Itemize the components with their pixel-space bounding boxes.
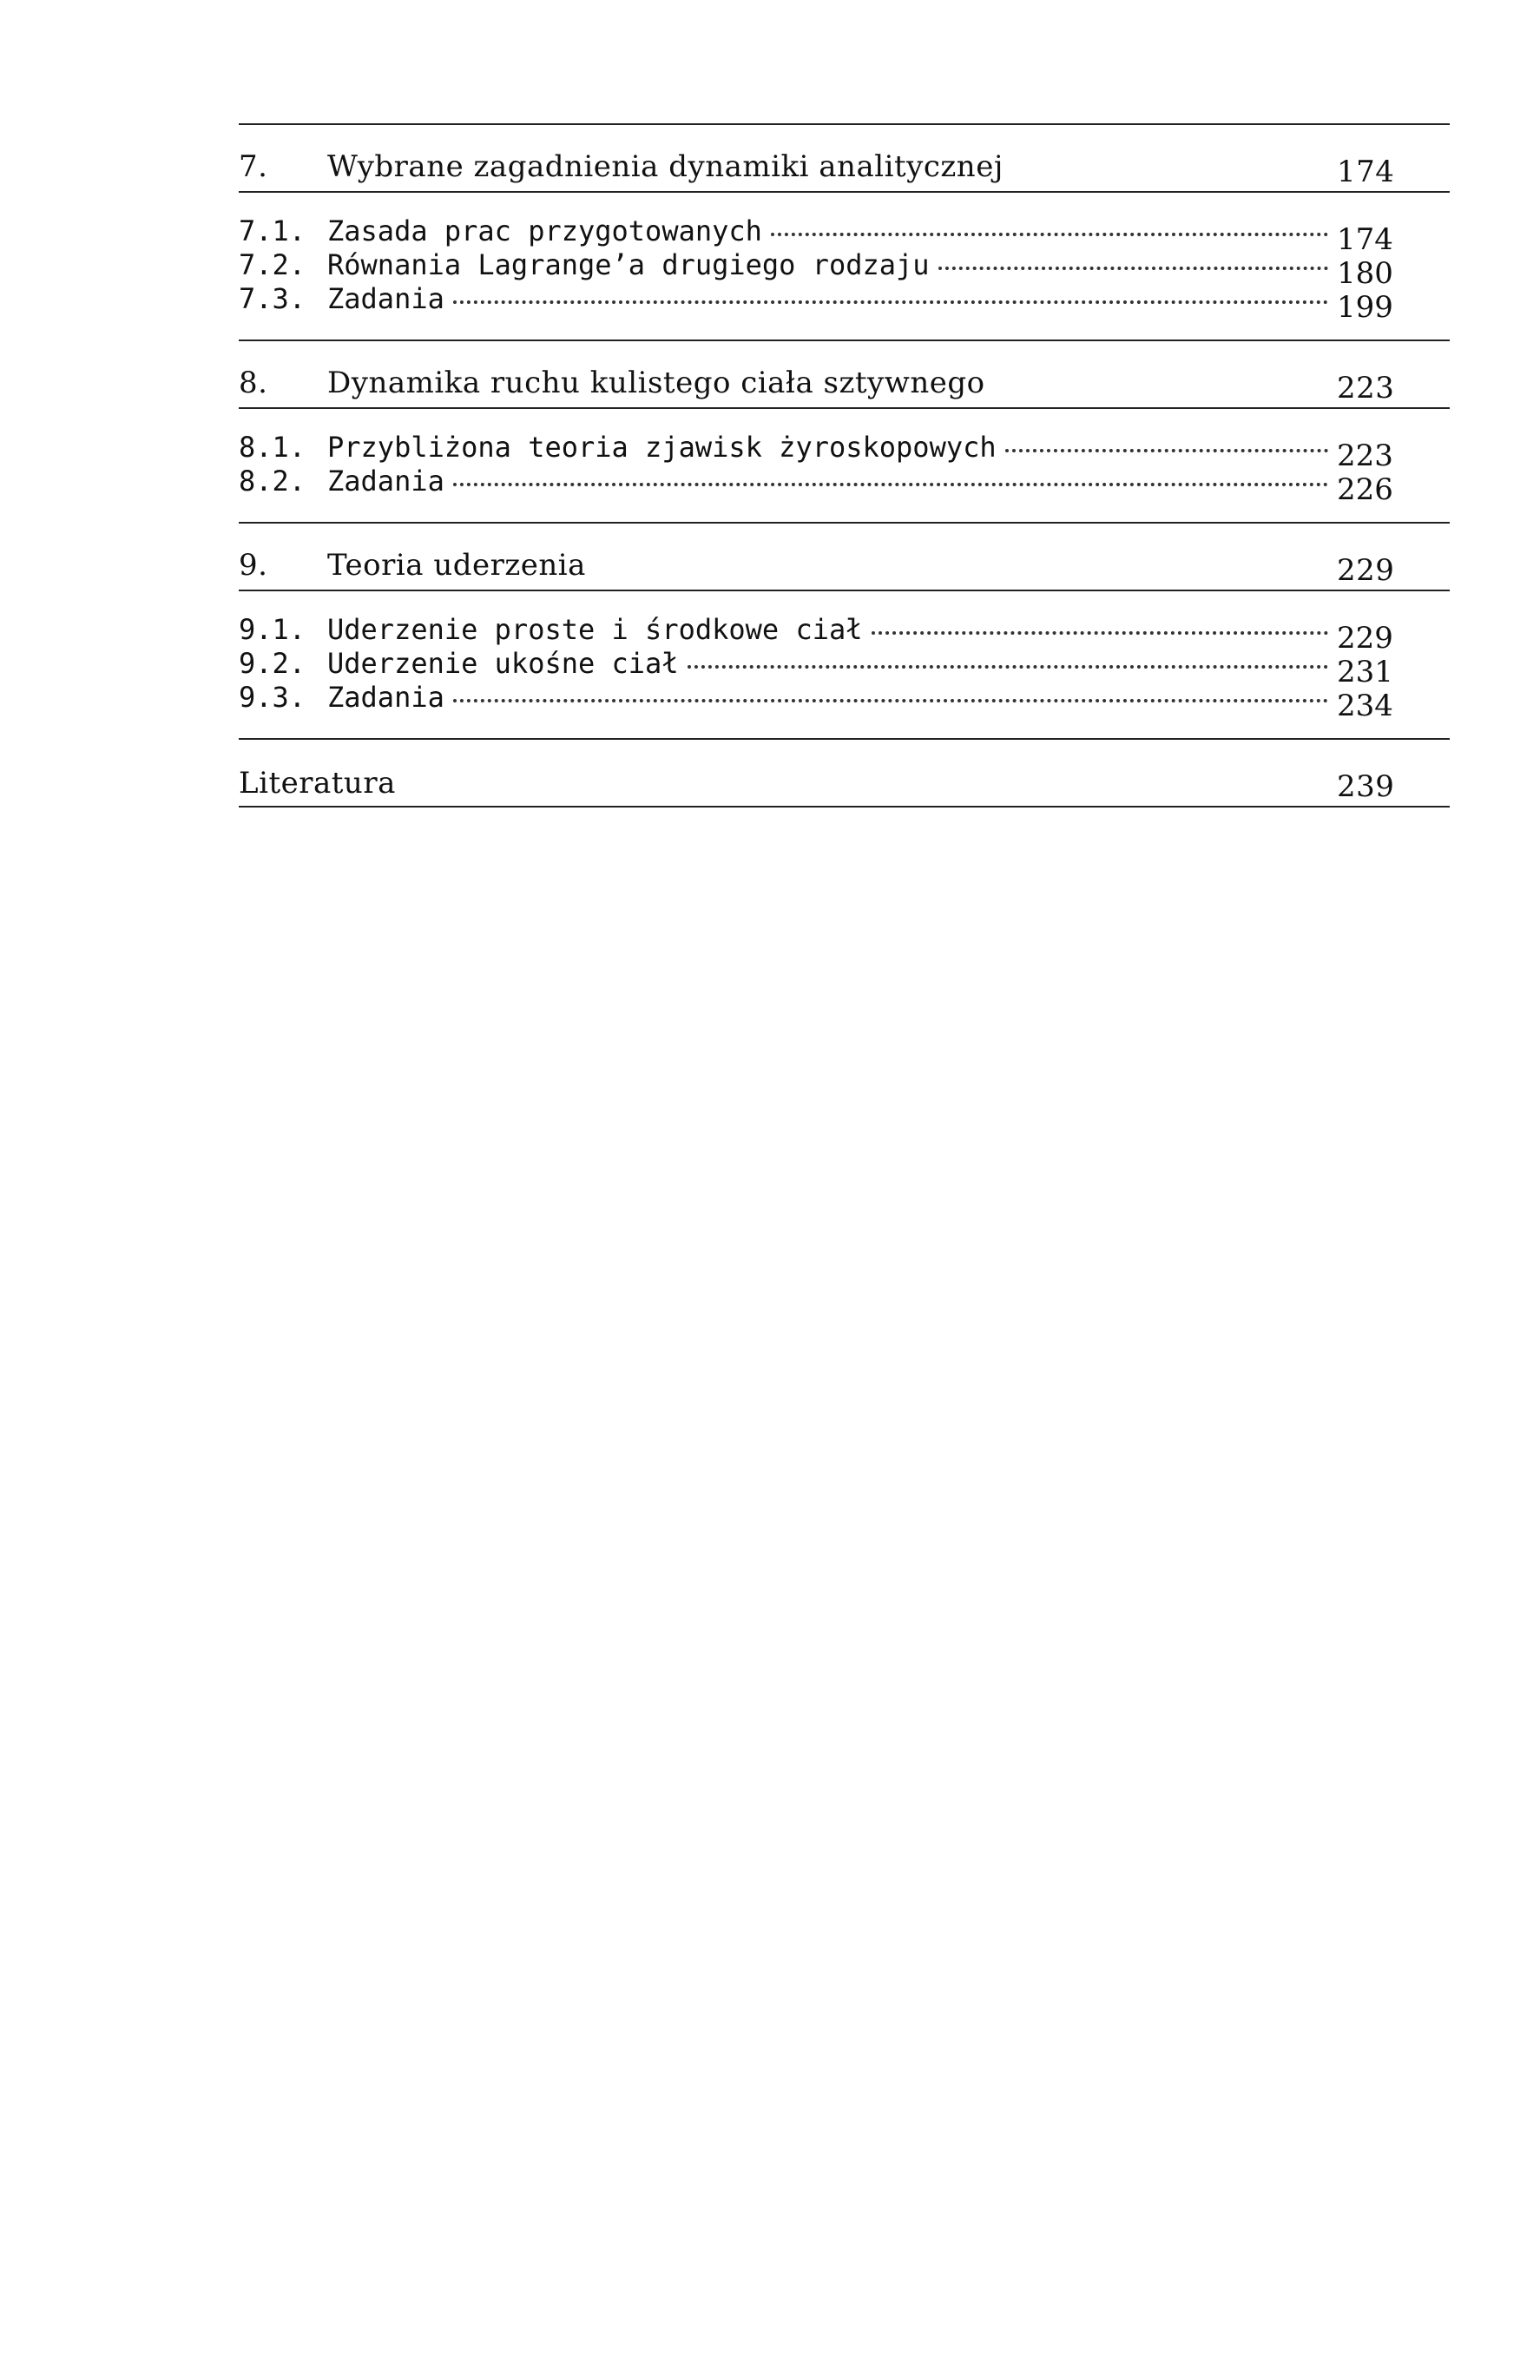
section-entry [239,678,1450,723]
dot-leader [771,208,1328,236]
dot-leader [453,458,1328,486]
literature-page: 239 [1337,769,1395,804]
chapter-title: Dynamika ruchu kulistego ciała sztywnego [327,366,985,400]
section-list [239,409,1450,522]
chapter-title: Wybrane zagadnienia dynamiki analitycznej [327,149,1004,184]
section-number: 7.2. [239,247,306,281]
chapter-number: 9. [239,548,268,583]
section-page: 231 [1337,654,1393,689]
section-title: Przybliżona teoria zjawisk żyroskopowych [327,430,997,464]
dot-leader [1005,424,1328,452]
dot-leader [453,275,1328,304]
chapter-heading [239,524,1450,590]
section-page: 180 [1337,255,1393,291]
section-title: Uderzenie ukośne ciał [327,646,679,680]
section-entry [239,462,1450,507]
chapter-page: 174 [1337,155,1395,189]
section-page: 226 [1337,471,1393,507]
chapter-page: 229 [1337,553,1395,588]
section-number: 9.2. [239,646,306,680]
section-entry [239,246,1450,291]
section-entry [239,280,1450,325]
section-title: Równania Lagrange’a drugiego rodzaju [327,247,930,281]
section-number: 9.1. [239,612,306,646]
section-title: Zasada prac przygotowanych [327,214,762,247]
chapter-heading [239,125,1450,191]
section-title: Zadania [327,680,444,714]
table-of-contents [239,123,1450,808]
section-number: 9.3. [239,680,306,714]
dot-leader [872,606,1329,635]
section-entry [239,428,1450,473]
section-number: 8.1. [239,430,306,464]
section-number: 8.2. [239,464,306,498]
dot-leader [688,640,1328,669]
divider [239,806,1450,808]
section-number: 7.1. [239,214,306,247]
chapter-number: 8. [239,366,268,400]
section-page: 199 [1337,289,1393,325]
chapter-number: 7. [239,149,268,184]
section-number: 7.3. [239,281,306,315]
literature-entry [239,740,1450,806]
section-entry [239,644,1450,689]
section-page: 174 [1337,221,1393,257]
section-page: 234 [1337,688,1393,723]
dot-leader [453,674,1328,702]
literature-title: Literatura [239,766,396,801]
section-entry [239,212,1450,257]
section-entry [239,610,1450,656]
chapter-title: Teoria uderzenia [327,548,586,583]
section-title: Zadania [327,281,444,315]
chapter-page: 223 [1337,371,1395,405]
chapter-heading [239,341,1450,407]
section-page: 229 [1337,620,1393,656]
section-title: Zadania [327,464,444,498]
dot-leader [938,241,1328,270]
section-page: 223 [1337,438,1393,473]
section-list [239,193,1450,340]
section-list [239,591,1450,738]
section-title: Uderzenie proste i środkowe ciał [327,612,863,646]
